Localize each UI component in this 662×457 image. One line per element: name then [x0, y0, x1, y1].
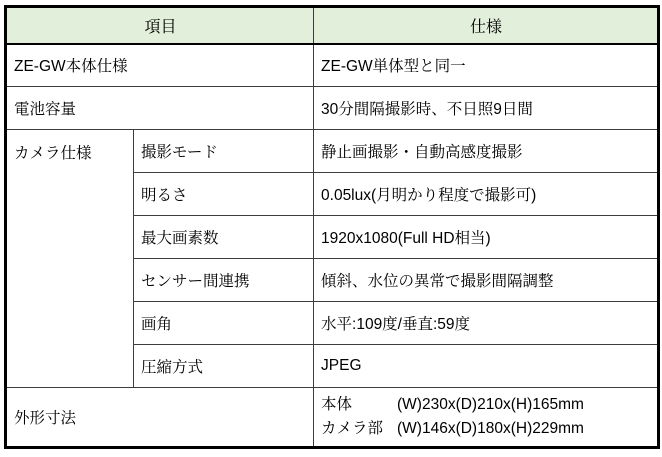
spec-cell-dimensions: [314, 388, 659, 448]
sub-item-cell: 圧縮方式: [134, 345, 314, 388]
sub-item-cell: 明るさ: [134, 173, 314, 216]
dimension-label: カメラ部: [321, 420, 384, 437]
header-item-cell: 項目: [6, 7, 314, 44]
spec-cell: 傾斜、水位の異常で撮影間隔調整: [314, 259, 659, 302]
table-header-row: [6, 7, 659, 44]
item-cell: 外形寸法: [6, 388, 314, 448]
spec-cell: 1920x1080(Full HD相当): [314, 216, 659, 259]
spec-cell: 静止画撮影・自動高感度撮影: [314, 130, 659, 173]
spec-table: [4, 5, 660, 449]
sub-item-cell: 最大画素数: [134, 216, 314, 259]
item-cell: 電池容量: [6, 87, 314, 130]
spec-cell: 水平:109度/垂直:59度: [314, 302, 659, 345]
spec-cell: JPEG: [314, 345, 659, 388]
spec-cell: 30分間隔撮影時、不日照9日間: [314, 87, 659, 130]
dimension-label: 本体: [321, 395, 353, 413]
table-row: [6, 87, 659, 130]
item-cell: ZE-GW本体仕様: [6, 44, 314, 87]
table-row: [6, 388, 659, 448]
sub-item-cell: センサー間連携: [134, 259, 314, 302]
spec-cell: ZE-GW単体型と同一: [314, 44, 659, 87]
dimension-value: (W)146x(D)180x(H)229mm: [397, 420, 584, 437]
spec-cell: 0.05lux(月明かり程度で撮影可): [314, 173, 659, 216]
table-row: [6, 130, 659, 173]
sub-item-cell: 撮影モード: [134, 130, 314, 173]
group-cell-camera: カメラ仕様: [6, 130, 134, 388]
dimension-line-body: [321, 393, 651, 417]
table-row: [6, 44, 659, 87]
sub-item-cell: 画角: [134, 302, 314, 345]
dimension-line-camera: [321, 417, 651, 441]
header-spec-cell: 仕様: [314, 7, 659, 44]
dimension-value: (W)230x(D)210x(H)165mm: [397, 395, 584, 413]
